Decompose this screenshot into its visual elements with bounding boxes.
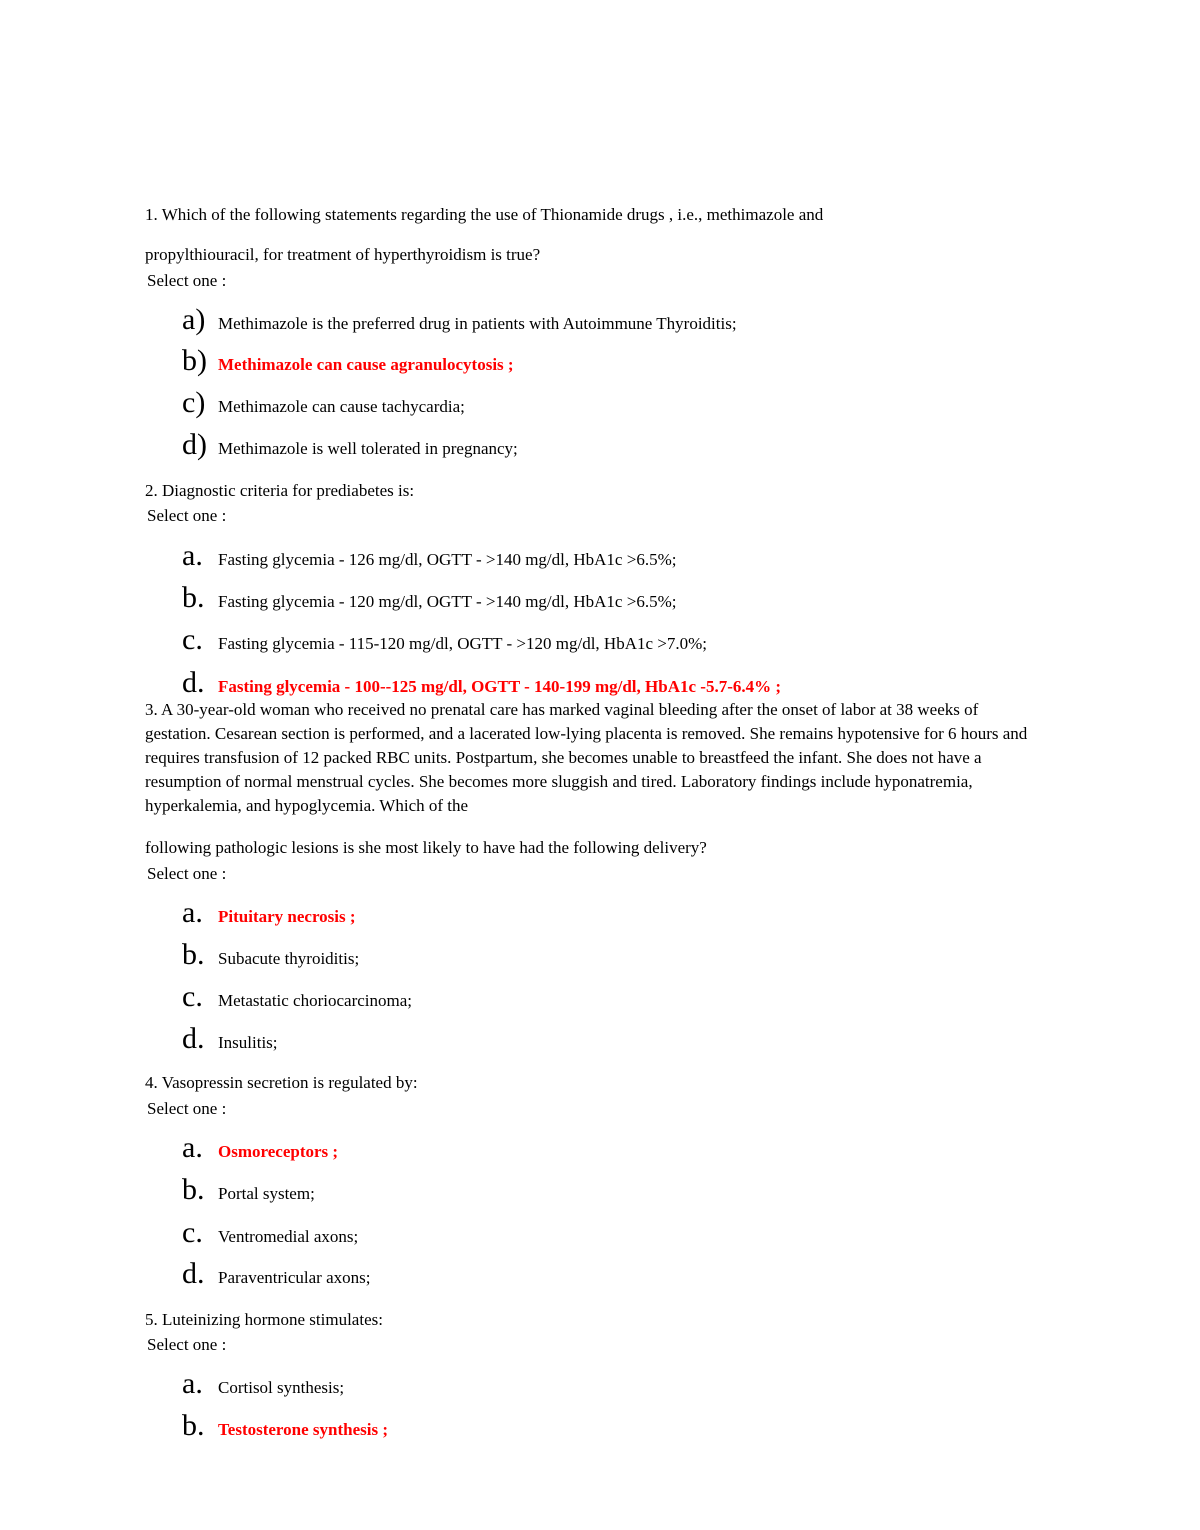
question-1-select-label: Select one : <box>147 271 227 290</box>
option-text: Fasting glycemia - 120 mg/dl, OGTT - >140 mg/dl, HbA1c >6.5%; <box>218 592 677 611</box>
option-letter: b. <box>182 1173 205 1206</box>
question-1-line-2: propylthiouracil, for treatment of hyperthyroidism is true? <box>145 245 541 264</box>
question-1-option-c[interactable] <box>182 386 465 420</box>
option-text: Metastatic choriocarcinoma; <box>218 991 412 1010</box>
option-letter: a. <box>182 1367 203 1400</box>
question-2-option-d[interactable] <box>182 666 781 700</box>
option-letter: b. <box>182 581 205 614</box>
question-4-option-a[interactable] <box>182 1131 338 1165</box>
option-text: Methimazole can cause agranulocytosis ; <box>218 355 514 374</box>
option-text: Methimazole is the preferred drug in patients with Autoimmune Thyroiditis; <box>218 314 737 333</box>
option-text: Fasting glycemia - 100--125 mg/dl, OGTT - 140-199 mg/dl, HbA1c -5.7-6.4% ; <box>218 677 782 696</box>
question-1-option-d[interactable] <box>182 428 518 462</box>
option-text: Ventromedial axons; <box>218 1227 359 1246</box>
question-2-option-c[interactable] <box>182 623 707 657</box>
question-4-line-1: 4. Vasopressin secretion is regulated by: <box>145 1073 418 1092</box>
question-3-line-final: following pathologic lesions is she most likely to have had the following delivery? <box>145 838 707 857</box>
option-letter: a. <box>182 896 203 929</box>
option-text: Subacute thyroiditis; <box>218 949 360 968</box>
question-2-option-b[interactable] <box>182 581 676 615</box>
question-4-option-b[interactable] <box>182 1173 315 1207</box>
option-text: Cortisol synthesis; <box>218 1378 345 1397</box>
question-4-option-c[interactable] <box>182 1216 358 1250</box>
option-letter: c) <box>182 386 206 419</box>
question-3-option-c[interactable] <box>182 980 412 1014</box>
question-4-option-d[interactable] <box>182 1257 370 1291</box>
option-text: Testosterone synthesis ; <box>218 1420 389 1439</box>
question-5-option-b[interactable] <box>182 1409 388 1443</box>
option-letter: a. <box>182 1131 203 1164</box>
option-text: Paraventricular axons; <box>218 1268 371 1287</box>
option-text: Osmoreceptors ; <box>218 1142 339 1161</box>
question-1-option-b[interactable] <box>182 344 514 378</box>
option-text: Methimazole can cause tachycardia; <box>218 397 465 416</box>
question-2-select-label: Select one : <box>147 506 227 525</box>
option-text: Insulitis; <box>218 1033 278 1052</box>
option-letter: c. <box>182 623 203 656</box>
question-3-body: 3. A 30-year-old woman who received no prenatal care has marked vaginal bleeding after the onset of labor at 38 weeks of gestation. Cesarean section is performed, and a lacerated low-lying placenta is removed. She remains hypotensive for 6 hours and requires transfusion of 12 packed RBC units. Postpartum, she becomes unable to breastfeed the infant. She does not have a resumption of normal menstrual cycles. She becomes more sluggish and tired. Laboratory findings include hyponatremia, hyperkalemia, and hypoglycemia. Which of the <box>145 700 1028 815</box>
question-5-option-a[interactable] <box>182 1367 344 1401</box>
option-letter: b. <box>182 1409 205 1442</box>
question-3-option-b[interactable] <box>182 938 359 972</box>
option-letter: a. <box>182 539 203 572</box>
option-text: Portal system; <box>218 1184 315 1203</box>
option-text: Pituitary necrosis ; <box>218 907 356 926</box>
question-5-select-label: Select one : <box>147 1335 227 1354</box>
option-letter: d. <box>182 1022 205 1055</box>
option-letter: d. <box>182 666 205 699</box>
question-5-line-1: 5. Luteinizing hormone stimulates: <box>145 1310 383 1329</box>
question-4-select-label: Select one : <box>147 1099 227 1118</box>
question-1-option-a[interactable] <box>182 303 737 337</box>
option-letter: a) <box>182 303 206 336</box>
question-3-select-label: Select one : <box>147 864 227 883</box>
option-text: Methimazole is well tolerated in pregnancy; <box>218 439 518 458</box>
option-letter: d) <box>182 428 207 461</box>
option-text: Fasting glycemia - 115-120 mg/dl, OGTT - >120 mg/dl, HbA1c >7.0%; <box>218 634 707 653</box>
question-2-line-1: 2. Diagnostic criteria for prediabetes is: <box>145 481 415 500</box>
question-1-line-1: 1. Which of the following statements regarding the use of Thionamide drugs , i.e., methimazole and <box>145 205 824 224</box>
option-letter: b. <box>182 938 205 971</box>
option-letter: b) <box>182 344 207 377</box>
option-letter: d. <box>182 1257 205 1290</box>
option-letter: c. <box>182 980 203 1013</box>
question-2-option-a[interactable] <box>182 539 676 573</box>
option-letter: c. <box>182 1216 203 1249</box>
option-text: Fasting glycemia - 126 mg/dl, OGTT - >140 mg/dl, HbA1c >6.5%; <box>218 550 677 569</box>
question-3-option-d[interactable] <box>182 1022 278 1056</box>
question-3-option-a[interactable] <box>182 896 356 930</box>
